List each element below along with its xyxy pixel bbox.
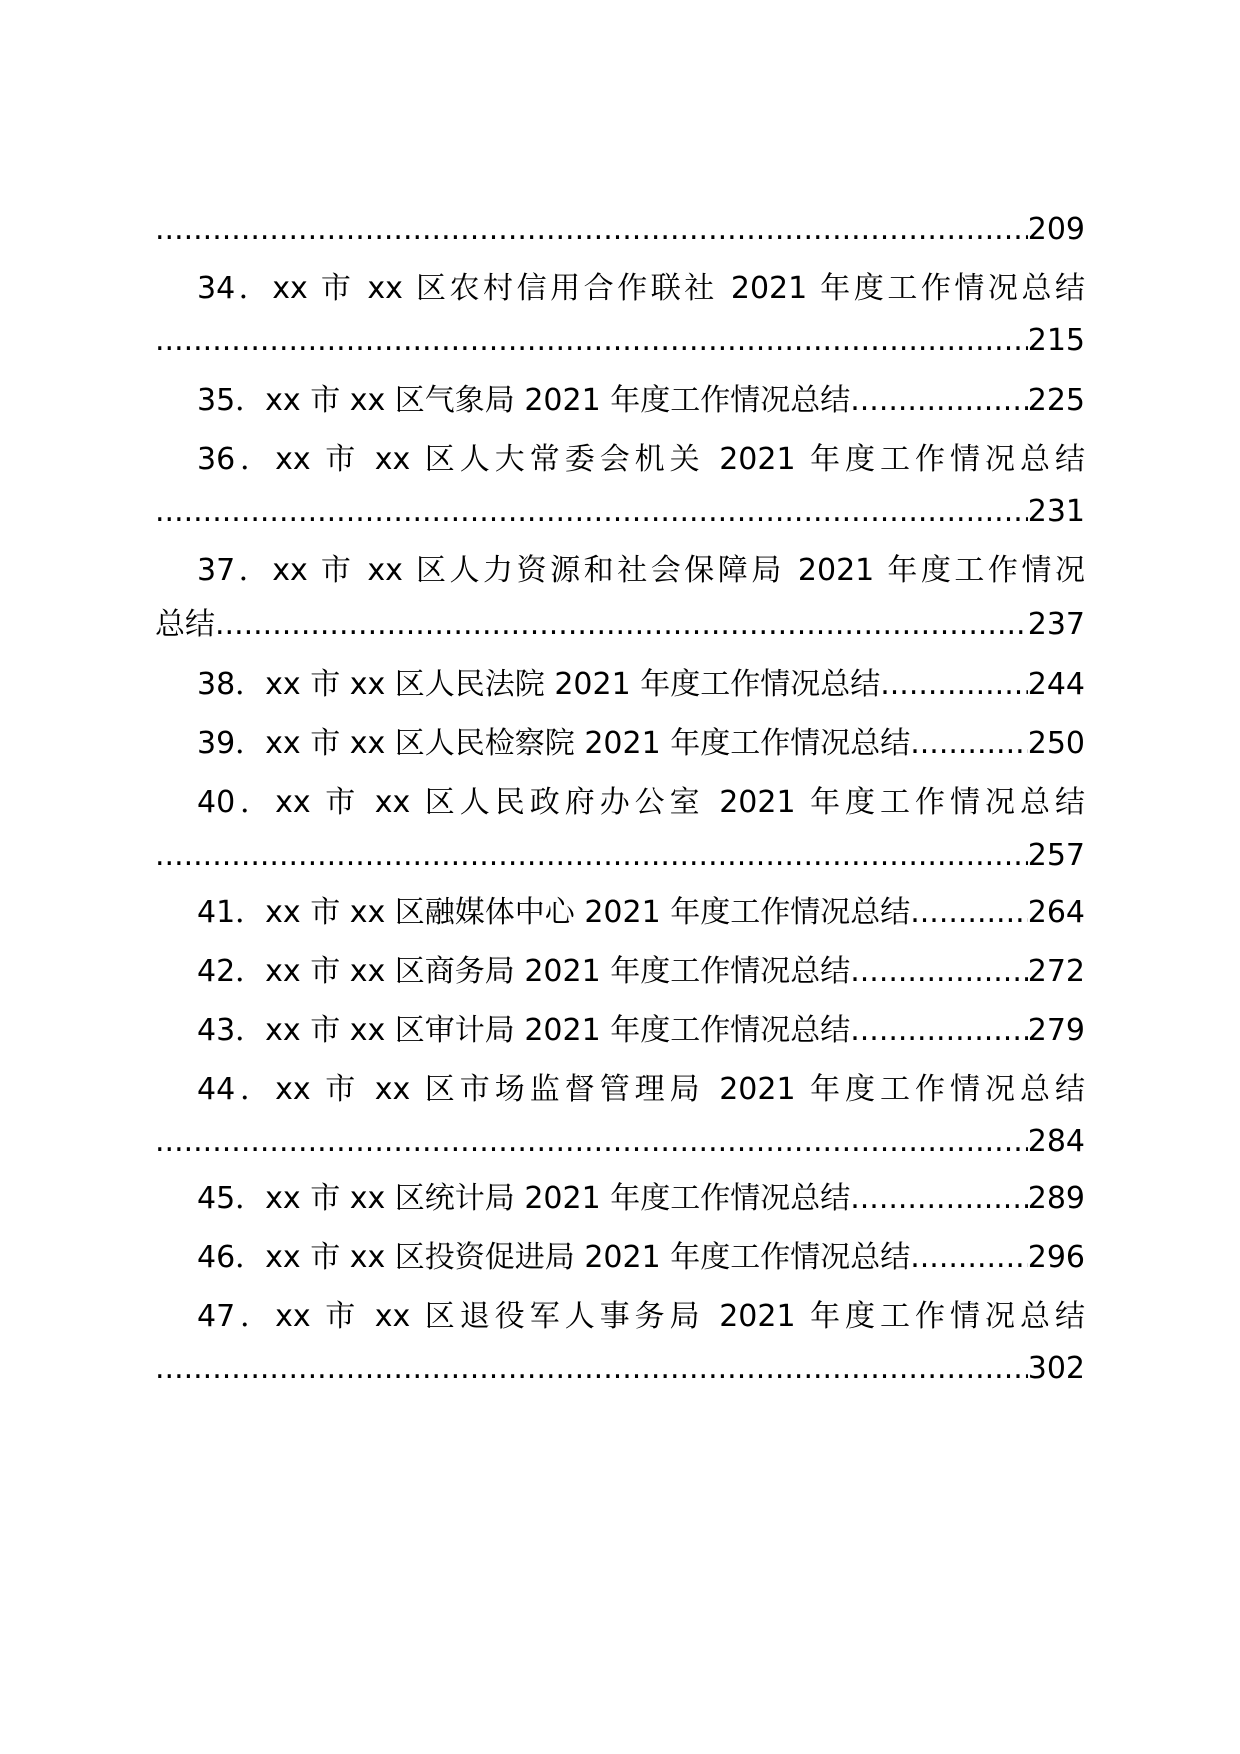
entry-title: 47．xx 市 xx 区退役军人事务局 2021 年度工作情况总结: [197, 1299, 1085, 1334]
toc-entry-34-page-line[interactable]: [155, 321, 1085, 361]
toc-entry-35[interactable]: [155, 381, 1085, 421]
toc-entry-41[interactable]: [155, 893, 1085, 933]
page-number: 231: [1027, 494, 1085, 529]
toc-entry-40-page-line[interactable]: [155, 836, 1085, 876]
page-number: 279: [1027, 1013, 1085, 1048]
page-number: 264: [1027, 895, 1085, 930]
entry-title: 44．xx 市 xx 区市场监督管理局 2021 年度工作情况总结: [197, 1072, 1085, 1107]
page-number: 237: [1027, 607, 1085, 642]
entry-title: 42．xx 市 xx 区商务局 2021 年度工作情况总结: [197, 954, 851, 989]
toc-entry-44-title[interactable]: [155, 1070, 1085, 1110]
dot-leader: [850, 1011, 1028, 1051]
toc-entry-47-page-line[interactable]: [155, 1349, 1085, 1389]
entry-title: 43．xx 市 xx 区审计局 2021 年度工作情况总结: [197, 1013, 851, 1048]
toc-entry-34-title[interactable]: [155, 269, 1085, 309]
page-number: 296: [1027, 1240, 1085, 1275]
dot-leader: [155, 1349, 1028, 1389]
page-number: 209: [1027, 212, 1085, 247]
entry-title: 46．xx 市 xx 区投资促进局 2021 年度工作情况总结: [197, 1240, 911, 1275]
dot-leader: [155, 1122, 1028, 1162]
toc-entry-42[interactable]: [155, 952, 1085, 992]
dot-leader: [215, 605, 1028, 645]
dot-leader: [910, 893, 1028, 933]
toc-entry-36-page-line[interactable]: [155, 492, 1085, 532]
dot-leader: [910, 1238, 1028, 1278]
entry-title: 38．xx 市 xx 区人民法院 2021 年度工作情况总结: [197, 667, 881, 702]
dot-leader: [850, 1179, 1028, 1219]
page-number: 225: [1027, 383, 1085, 418]
dot-leader: [155, 836, 1028, 876]
page-number: 215: [1027, 323, 1085, 358]
dot-leader: [880, 665, 1028, 705]
entry-title: 45．xx 市 xx 区统计局 2021 年度工作情况总结: [197, 1181, 851, 1216]
toc-entry-45[interactable]: [155, 1179, 1085, 1219]
dot-leader: [155, 492, 1028, 532]
page-number: 272: [1027, 954, 1085, 989]
toc-entry-39[interactable]: [155, 724, 1085, 764]
dot-leader: [850, 381, 1028, 421]
page-number: 284: [1027, 1124, 1085, 1159]
dot-leader: [910, 724, 1028, 764]
dot-leader: [155, 210, 1028, 250]
page-number: 289: [1027, 1181, 1085, 1216]
toc-entry-37-title[interactable]: [155, 551, 1085, 591]
entry-title: 39．xx 市 xx 区人民检察院 2021 年度工作情况总结: [197, 726, 911, 761]
entry-title: 35．xx 市 xx 区气象局 2021 年度工作情况总结: [197, 383, 851, 418]
toc-entry-33-continuation[interactable]: [155, 210, 1085, 250]
toc-entry-47-title[interactable]: [155, 1297, 1085, 1337]
page-number: 244: [1027, 667, 1085, 702]
page-number: 302: [1027, 1351, 1085, 1386]
toc-entry-44-page-line[interactable]: [155, 1122, 1085, 1162]
toc-entry-38[interactable]: [155, 665, 1085, 705]
toc-entry-46[interactable]: [155, 1238, 1085, 1278]
dot-leader: [155, 321, 1028, 361]
entry-title: 40．xx 市 xx 区人民政府办公室 2021 年度工作情况总结: [197, 785, 1085, 820]
toc-entry-36-title[interactable]: [155, 440, 1085, 480]
dot-leader: [850, 952, 1028, 992]
toc-entry-43[interactable]: [155, 1011, 1085, 1051]
page-number: 257: [1027, 838, 1085, 873]
toc-entry-40-title[interactable]: [155, 783, 1085, 823]
entry-title: 37．xx 市 xx 区人力资源和社会保障局 2021 年度工作情况: [197, 553, 1085, 588]
entry-title: 41．xx 市 xx 区融媒体中心 2021 年度工作情况总结: [197, 895, 911, 930]
entry-title-continuation: 总结: [155, 607, 215, 642]
toc-entry-37-page-line[interactable]: [155, 605, 1085, 645]
page-number: 250: [1027, 726, 1085, 761]
entry-title: 36．xx 市 xx 区人大常委会机关 2021 年度工作情况总结: [197, 442, 1085, 477]
entry-title: 34．xx 市 xx 区农村信用合作联社 2021 年度工作情况总结: [197, 271, 1085, 306]
